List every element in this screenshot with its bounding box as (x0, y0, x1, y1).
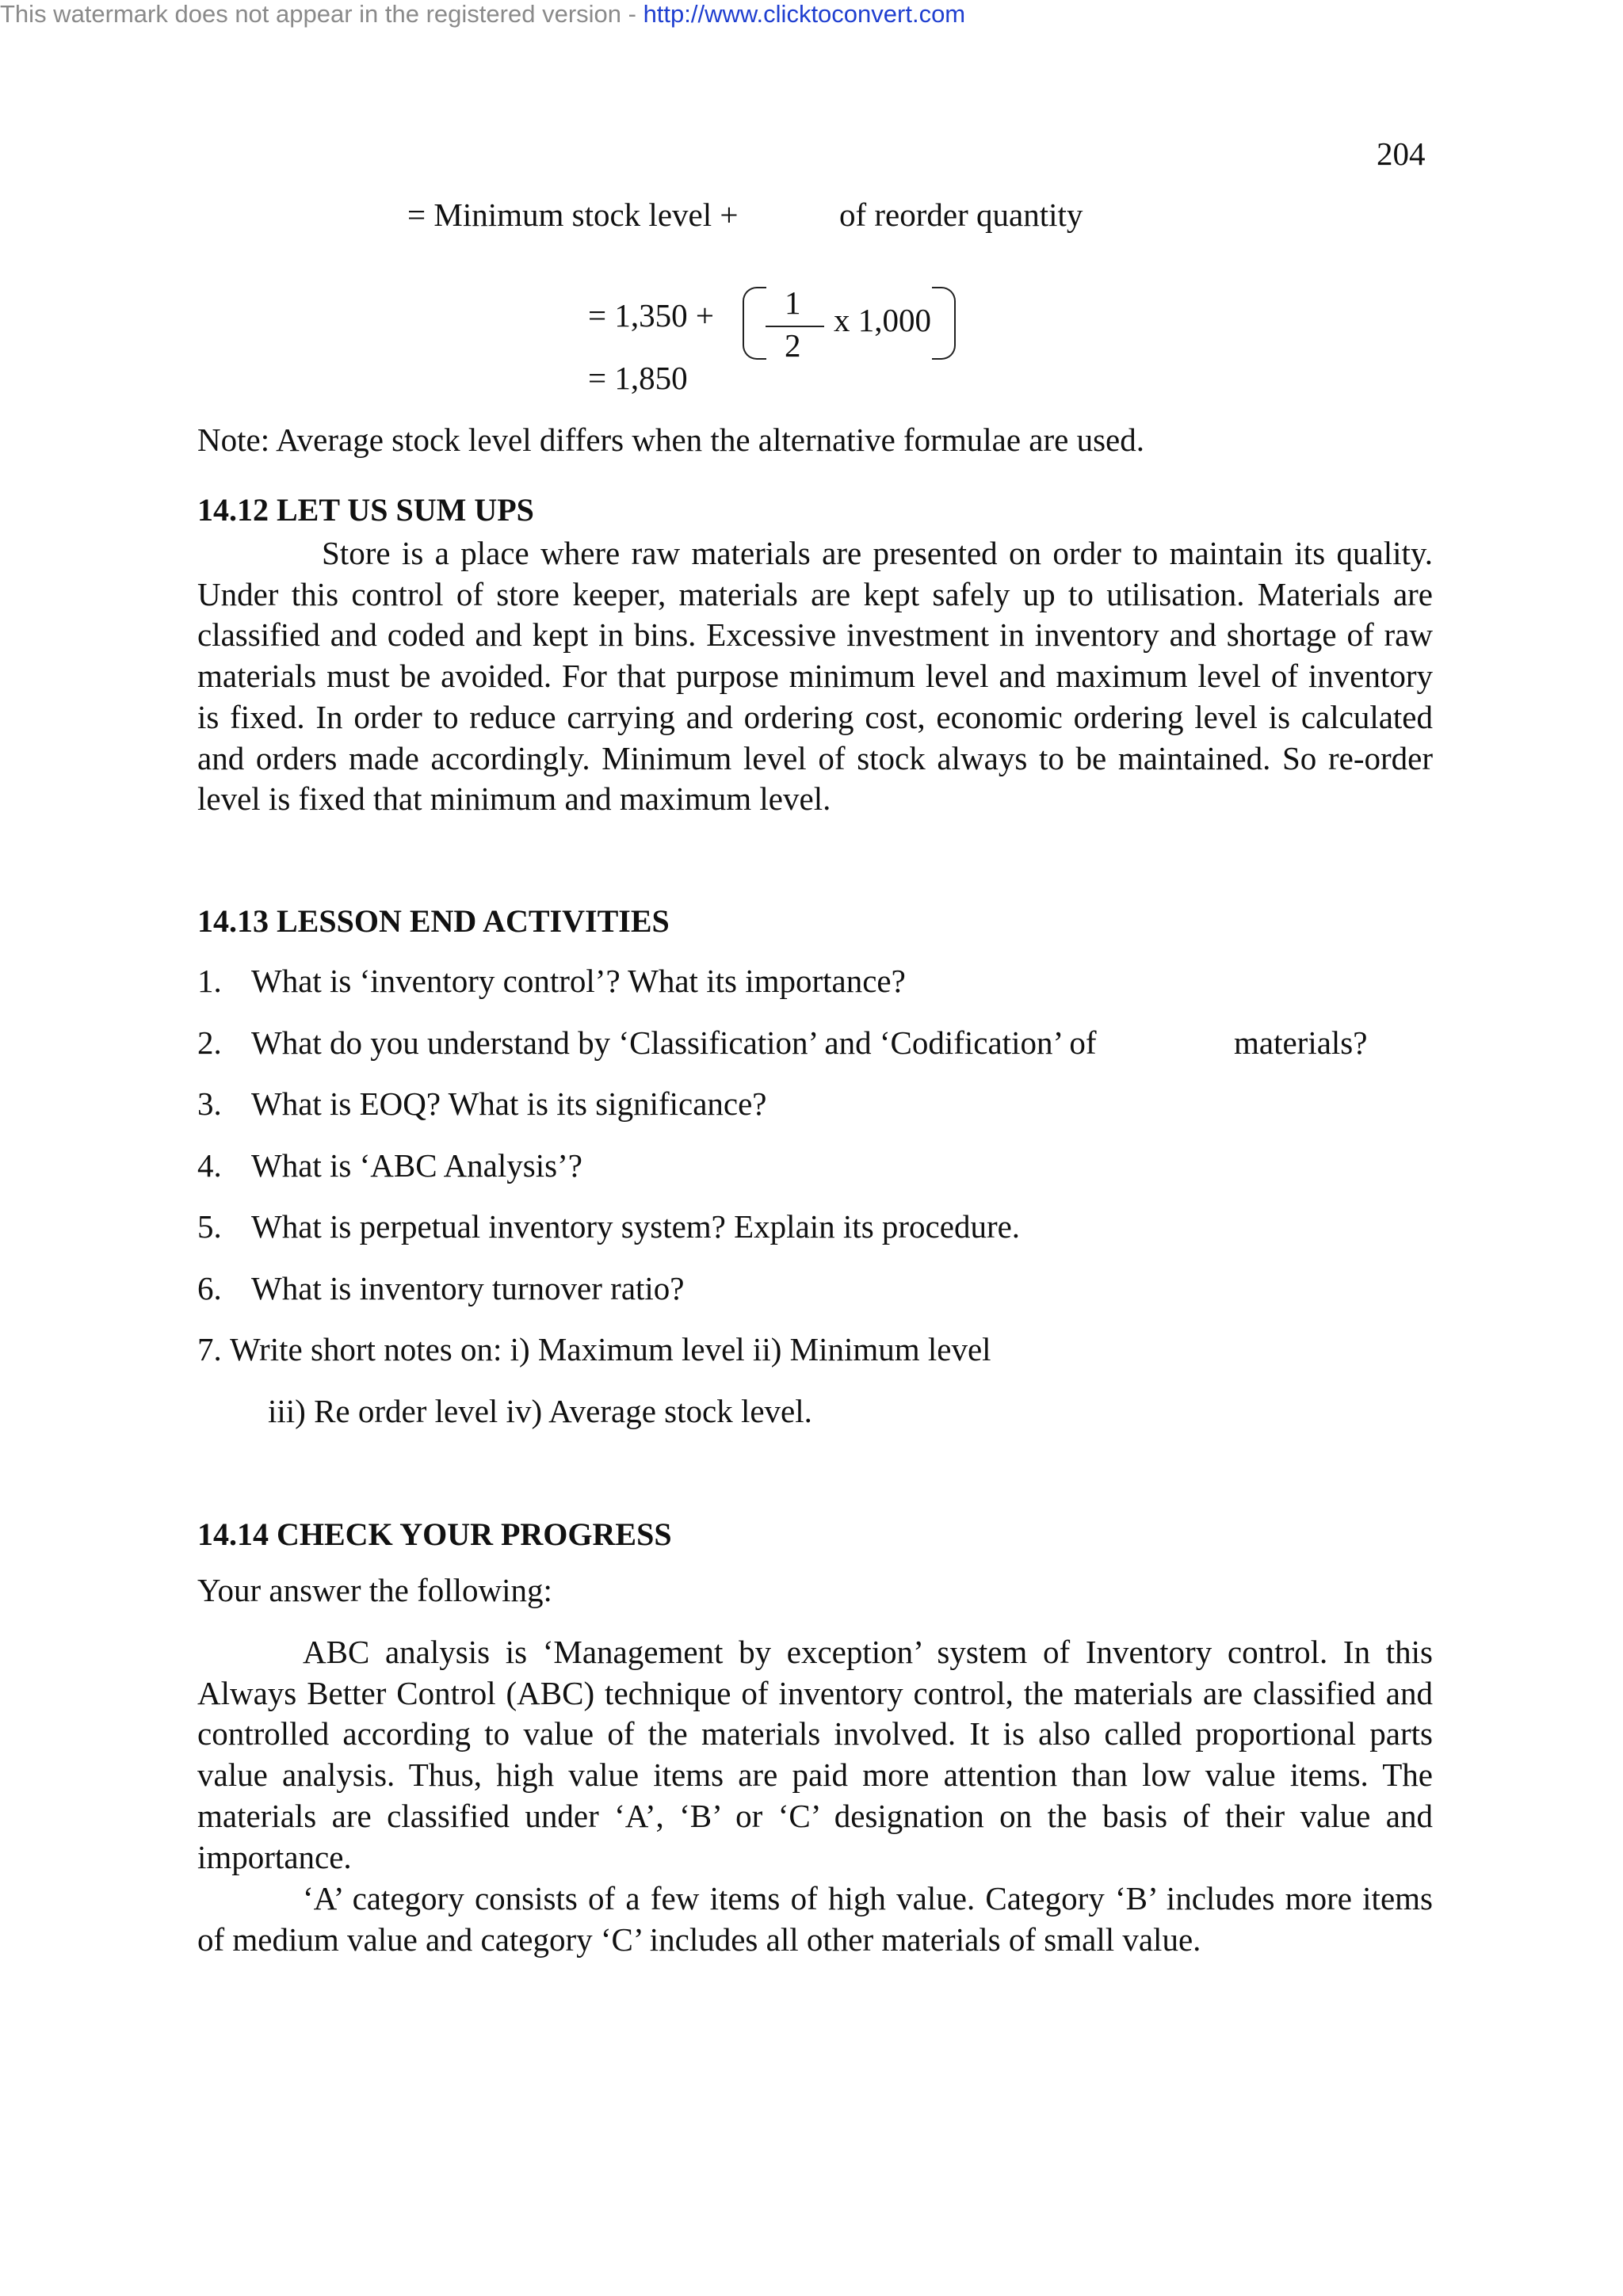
question-5 (197, 1207, 1020, 1245)
question-text: What is perpetual inventory system? Explain its procedure. (251, 1208, 1021, 1245)
abc-paragraph-2: ‘A’ category consists of a few items of high value. Category ‘B’ includes more items of medium value and category ‘C’ includes all other materials of small value. (197, 1880, 1433, 1958)
formula-line1-left: = Minimum stock level + (407, 196, 739, 233)
question-1 (197, 962, 906, 1000)
question-number: 5. (197, 1208, 222, 1245)
check-progress-intro: Your answer the following: (197, 1572, 552, 1608)
page-number: 204 (1377, 135, 1426, 172)
question-6 (197, 1269, 685, 1307)
formula-line1-right: of reorder quantity (839, 196, 1083, 233)
sum-up-paragraph: Store is a place where raw materials are presented on order to maintain its quality. Under this control of store keeper, materials are kept safely up to utilisation. Materials are classified and coded and kept in bins. Excessive investment in inventory and shortage of raw materials must be avoided. For that purpose minimum level and maximum level of inventory is fixed. In order to reduce carrying and ordering cost, economic ordering level is calculated and orders made accordingly. Minimum level of stock always to be maintained. So re-order level is fixed that minimum and maximum level. (197, 535, 1433, 818)
abc-paragraph-1: ABC analysis is ‘Management by exception’ system of Inventory control. In this Always Better Control (ABC) technique of inventory control, the materials are classified and controlled according to value of the materials involved. It is also called proportional parts value analysis. Thus, high value items are paid more attention than low value items. The materials are classified under ‘A’, ‘B’ or ‘C’ designation on the basis of their value and importance. (197, 1634, 1433, 1875)
question-text: What is ‘inventory control’? What its importance? (251, 963, 906, 999)
question-2-tail: materials? (1234, 1024, 1368, 1061)
formula-result: = 1,850 (588, 360, 688, 396)
question-2 (197, 1024, 1096, 1062)
question-7-continuation: iii) Re order level iv) Average stock level. (268, 1393, 812, 1429)
formula-multiplier: x 1,000 (834, 302, 931, 338)
fraction-left-bracket (743, 287, 766, 360)
question-number: 6. (197, 1270, 222, 1306)
watermark (0, 0, 965, 29)
question-text: What do you understand by ‘Classification’ and ‘Codification’ of (251, 1024, 1097, 1061)
question-7 (197, 1330, 991, 1368)
question-number: 7. (197, 1331, 222, 1367)
formula-line2-left: = 1,350 + (588, 297, 714, 334)
question-number: 3. (197, 1085, 222, 1122)
question-number: 4. (197, 1147, 222, 1184)
note: Note: Average stock level differs when the alternative formulae are used. (197, 421, 1144, 458)
question-text: What is inventory turnover ratio? (251, 1270, 685, 1306)
fraction-right-bracket (932, 287, 956, 360)
watermark-link[interactable]: http://www.clicktoconvert.com (643, 0, 966, 28)
watermark-text: This watermark does not appear in the registered version - (0, 0, 643, 28)
question-4 (197, 1146, 582, 1184)
heading-14-13: 14.13 LESSON END ACTIVITIES (197, 903, 670, 939)
question-number: 2. (197, 1024, 222, 1061)
heading-14-14: 14.14 CHECK YOUR PROGRESS (197, 1516, 672, 1552)
question-3 (197, 1085, 767, 1123)
fraction-denominator: 2 (785, 327, 801, 364)
heading-14-12: 14.12 LET US SUM UPS (197, 492, 534, 528)
fraction-numerator: 1 (785, 284, 801, 321)
question-text: What is EOQ? What is its significance? (251, 1085, 767, 1122)
question-number: 1. (197, 963, 222, 999)
question-text: Write short notes on: i) Maximum level ii) Minimum level (230, 1331, 991, 1367)
question-text: What is ‘ABC Analysis’? (251, 1147, 582, 1184)
